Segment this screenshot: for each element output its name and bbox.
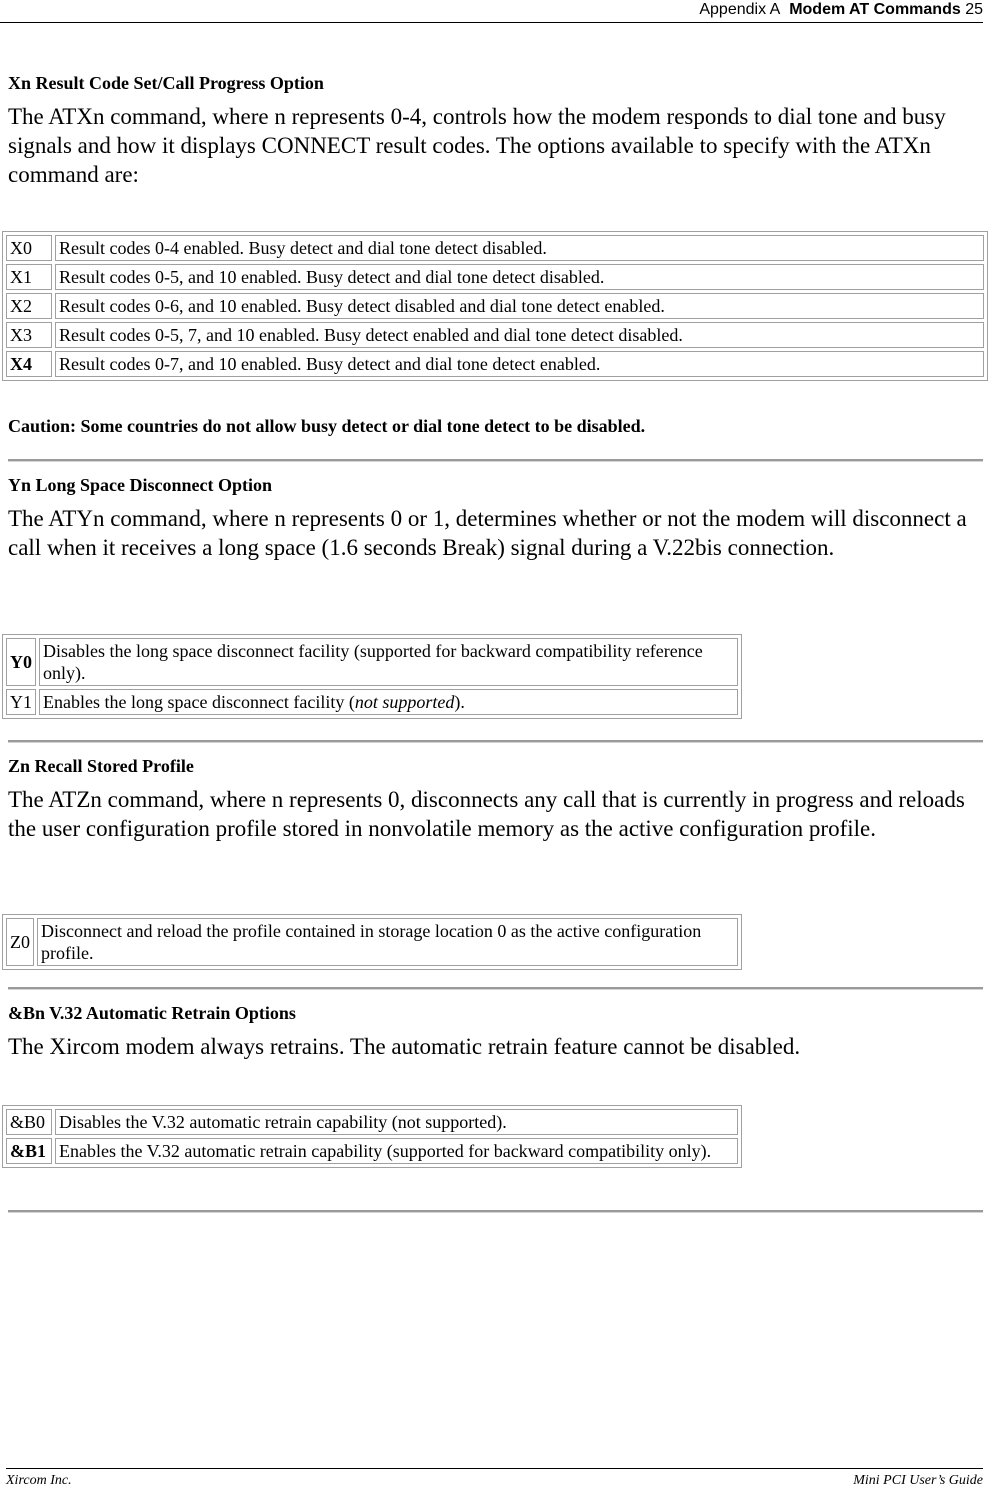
option-code: &B1	[6, 1138, 52, 1164]
table-row	[6, 689, 738, 715]
option-description: Disconnect and reload the profile contained in storage location 0 as the active configuration profile.	[37, 918, 738, 966]
page-number: 25	[965, 1, 983, 18]
option-description: Enables the V.32 automatic retrain capability (supported for backward compatibility only).	[55, 1138, 738, 1164]
option-code: Y1	[6, 689, 36, 715]
option-code: &B0	[6, 1109, 52, 1135]
footer-company: Xircom Inc.	[6, 1473, 72, 1488]
table-row	[6, 638, 738, 686]
table-row	[6, 1109, 738, 1135]
description-text: ).	[454, 692, 465, 712]
option-description	[39, 689, 738, 715]
header-prefix: Appendix A	[699, 1, 781, 18]
option-description: Disables the long space disconnect facility (supported for backward compatibility reference only).	[39, 638, 738, 686]
option-code: Y0	[6, 638, 36, 686]
section-zn	[8, 755, 983, 843]
zn-options-table	[2, 914, 742, 970]
section-body: The Xircom modem always retrains. The automatic retrain feature cannot be disabled.	[8, 1034, 801, 1059]
page-header	[0, 0, 983, 23]
option-description: Result codes 0-6, and 10 enabled. Busy detect disabled and dial tone detect enabled.	[55, 293, 984, 319]
option-description: Disables the V.32 automatic retrain capability (not supported).	[55, 1109, 738, 1135]
xn-options-table	[2, 231, 988, 381]
not-supported-emphasis: not supported	[354, 692, 455, 712]
section-xn	[8, 72, 983, 189]
option-description: Result codes 0-5, and 10 enabled. Busy detect and dial tone detect disabled.	[55, 264, 984, 290]
option-code: X0	[6, 235, 52, 261]
caution-note: Caution: Some countries do not allow busy detect or dial tone detect to be disabled.	[8, 416, 646, 436]
section-divider	[8, 1210, 983, 1213]
section-title: Yn Long Space Disconnect Option	[8, 475, 273, 495]
section-divider	[8, 740, 983, 743]
section-yn	[8, 474, 983, 562]
table-row	[6, 293, 984, 319]
yn-options-table	[2, 634, 742, 719]
bn-options-table	[2, 1105, 742, 1168]
option-description: Result codes 0-7, and 10 enabled. Busy detect and dial tone detect enabled.	[55, 351, 984, 377]
section-divider	[8, 459, 983, 462]
table-row	[6, 1138, 738, 1164]
footer-guide-title: Mini PCI User’s Guide	[853, 1473, 983, 1488]
option-description: Result codes 0-5, 7, and 10 enabled. Busy detect enabled and dial tone detect disabled.	[55, 322, 984, 348]
header-title: Modem AT Commands	[789, 1, 961, 18]
page-footer	[6, 1468, 983, 1489]
section-bn	[8, 1002, 983, 1061]
table-row	[6, 918, 738, 966]
section-divider	[8, 987, 983, 990]
option-code: Z0	[6, 918, 34, 966]
table-row	[6, 351, 984, 377]
section-title: Zn Recall Stored Profile	[8, 756, 194, 776]
table-row	[6, 322, 984, 348]
section-body: The ATZn command, where n represents 0, disconnects any call that is currently in progress and reloads the user configuration profile stored in nonvolatile memory as the active configuration profile.	[8, 787, 965, 841]
option-code: X3	[6, 322, 52, 348]
option-description: Result codes 0-4 enabled. Busy detect and dial tone detect disabled.	[55, 235, 984, 261]
section-title: &Bn V.32 Automatic Retrain Options	[8, 1003, 296, 1023]
section-body: The ATXn command, where n represents 0-4, controls how the modem responds to dial tone and busy signals and how it displays CONNECT result codes. The options available to specify with the ATXn command are:	[8, 104, 946, 187]
table-row	[6, 235, 984, 261]
description-text: Enables the long space disconnect facility (	[43, 692, 355, 712]
option-code: X1	[6, 264, 52, 290]
section-body: The ATYn command, where n represents 0 or 1, determines whether or not the modem will disconnect a call when it receives a long space (1.6 seconds Break) signal during a V.22bis connection.	[8, 506, 967, 560]
option-code: X2	[6, 293, 52, 319]
table-row	[6, 264, 984, 290]
section-title: Xn Result Code Set/Call Progress Option	[8, 73, 324, 93]
option-code: X4	[6, 351, 52, 377]
